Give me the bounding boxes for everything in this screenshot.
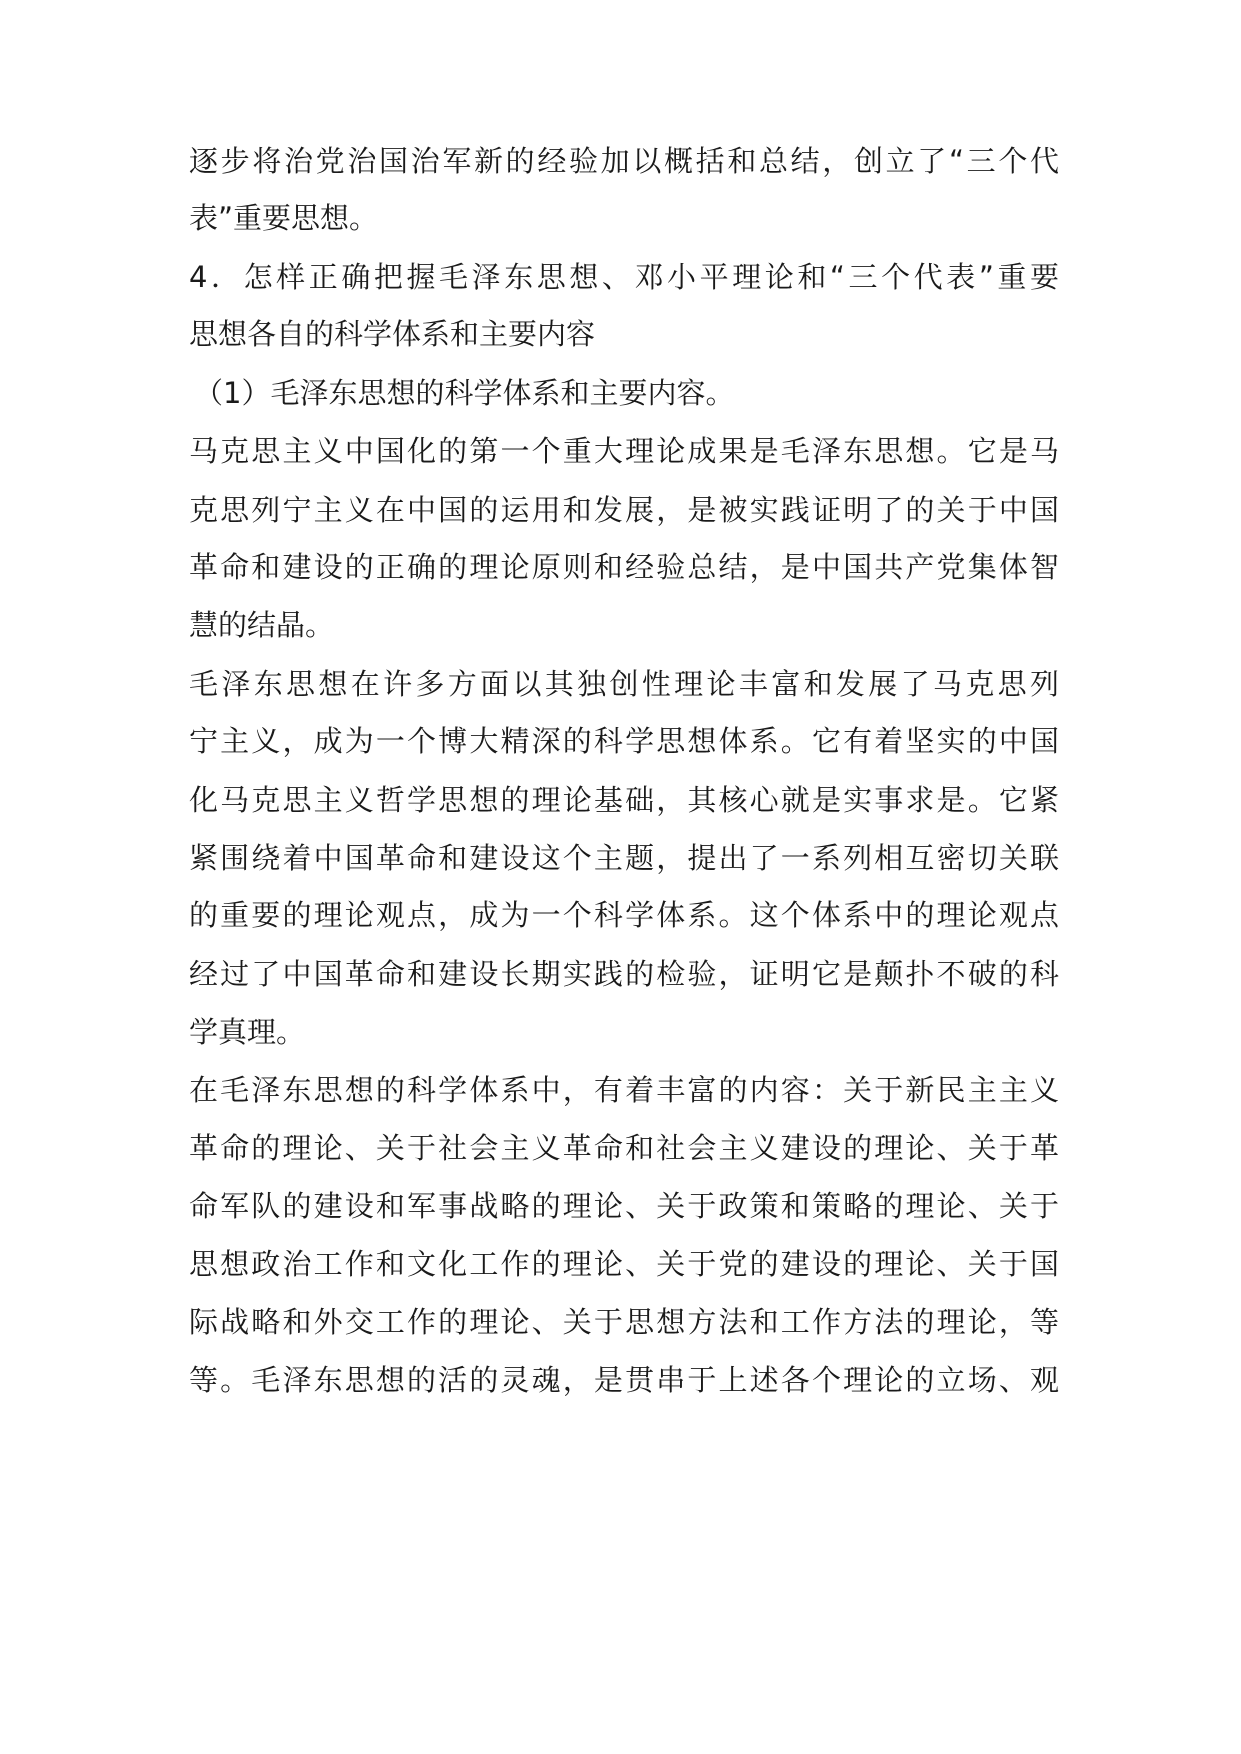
paragraph-3-line-2: 革命的理论、关于社会主义革命和社会主义建设的理论、关于革: [189, 1131, 1059, 1165]
paragraph-3-line-3: 命军队的建设和军事战略的理论、关于政策和策略的理论、关于: [189, 1189, 1059, 1223]
question-heading-line-1: 4．怎样正确把握毛泽东思想、邓小平理论和“三个代表”重要: [189, 260, 1059, 294]
paragraph-1-line-3: 革命和建设的正确的理论原则和经验总结，是中国共产党集体智: [189, 550, 1059, 584]
paragraph-2-line-3: 化马克思主义哲学思想的理论基础，其核心就是实事求是。它紧: [189, 783, 1059, 817]
paragraph-3-line-1: 在毛泽东思想的科学体系中，有着丰富的内容：关于新民主主义: [189, 1073, 1059, 1107]
paragraph-3-line-5: 际战略和外交工作的理论、关于思想方法和工作方法的理论，等: [189, 1305, 1059, 1339]
paragraph-3-line-4: 思想政治工作和文化工作的理论、关于党的建设的理论、关于国: [189, 1247, 1059, 1281]
paragraph-2-line-6: 经过了中国革命和建设长期实践的检验，证明它是颠扑不破的科: [189, 957, 1059, 991]
paragraph-2-line-4: 紧围绕着中国革命和建设这个主题，提出了一系列相互密切关联: [189, 841, 1059, 875]
paragraph-2-line-1: 毛泽东思想在许多方面以其独创性理论丰富和发展了马克思列: [189, 667, 1059, 701]
paragraph-1-line-4: 慧的结晶。: [189, 608, 335, 642]
paragraph-2-line-2: 宁主义，成为一个博大精深的科学思想体系。它有着坚实的中国: [189, 724, 1059, 758]
text-line-2: 表”重要思想。: [189, 201, 379, 235]
question-heading-line-2: 思想各自的科学体系和主要内容: [189, 317, 596, 351]
paragraph-1-line-2: 克思列宁主义在中国的运用和发展，是被实践证明了的关于中国: [189, 493, 1059, 527]
paragraph-2-line-5: 的重要的理论观点，成为一个科学体系。这个体系中的理论观点: [189, 898, 1059, 932]
subheading: （1）毛泽东思想的科学体系和主要内容。: [194, 376, 735, 410]
text-line-1: 逐步将治党治国治军新的经验加以概括和总结，创立了“三个代: [189, 144, 1059, 178]
paragraph-2-line-7: 学真理。: [189, 1015, 306, 1049]
paragraph-3-line-6: 等。毛泽东思想的活的灵魂，是贯串于上述各个理论的立场、观: [189, 1363, 1059, 1397]
paragraph-1-line-1: 马克思主义中国化的第一个重大理论成果是毛泽东思想。它是马: [189, 434, 1059, 468]
